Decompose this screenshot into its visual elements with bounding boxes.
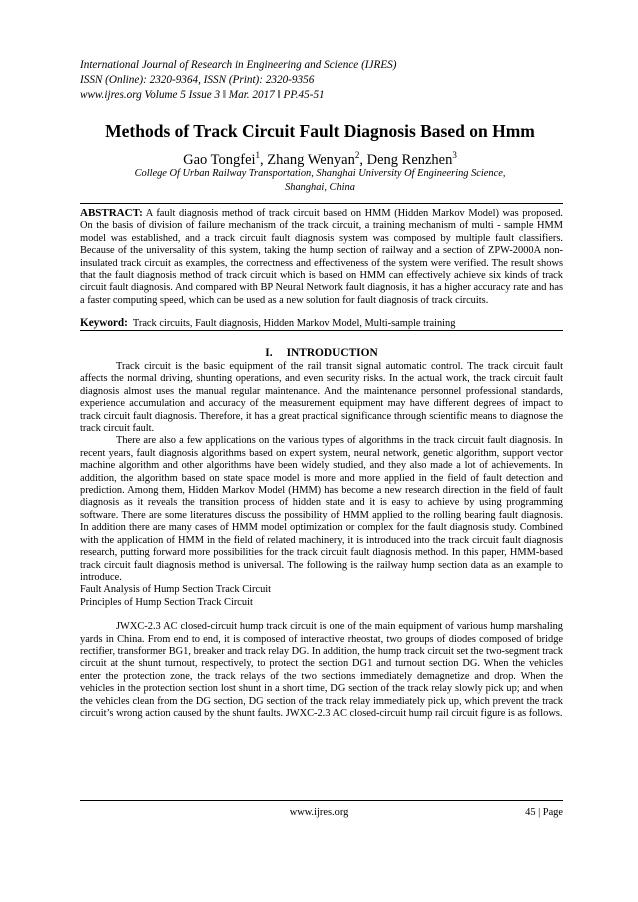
author-separator: , bbox=[359, 151, 367, 168]
author-name: Gao Tongfei bbox=[183, 151, 256, 168]
journal-issn: ISSN (Online): 2320-9364, ISSN (Print): 2320-9356 bbox=[80, 74, 315, 86]
section-number: I. bbox=[265, 347, 273, 359]
author-affiliation-mark: 1 bbox=[255, 150, 261, 160]
affiliation bbox=[90, 167, 550, 195]
author-separator: , bbox=[260, 151, 268, 168]
abstract bbox=[80, 207, 563, 307]
author-name: Deng Renzhen bbox=[366, 151, 453, 168]
journal-volume: www.ijres.org Volume 5 Issue 3 ǁ Mar. 2017 ǁ PP.45-51 bbox=[80, 89, 325, 101]
paper-title: Methods of Track Circuit Fault Diagnosis Based on Hmm bbox=[105, 121, 535, 141]
paragraph: There are also a few applications on the various types of algorithms in the track circuit fault diagnosis. In recent years, fault diagnosis algorithms based on expert system, neural network, genetic algorithm, support vector machine algorithm and other algorithms have been widely studied, and they also made a lot of achievements. In addition, the algorithm based on state space model is more and more applied in the field of fault detection and prediction. Among them, Hidden Markov Model (HMM) has become a new research direction in the field of fault diagnosis as it reveals the transition process of hidden state and it is easy to achieve by using programming software. There are some literatures discuss the possibility of HMM applied to the rolling bearing fault diagnosis. In addition there are many cases of HMM model optimization or complex for the fault diagnosis study. Combined with the application of HMM in the field of related machinery, it is introduced into the track circuit fault diagnosis research, putting forward more possibilities for the track circuit fault diagnosis method. In this paper, HMM-based track circuit fault diagnosis method is universal. The following is the railway hump section data as an example to introduce. bbox=[80, 435, 563, 583]
author-affiliation-mark: 2 bbox=[354, 150, 360, 160]
affiliation-line: Shanghai, China bbox=[285, 182, 355, 193]
footer-rule bbox=[80, 800, 563, 801]
subheading: Principles of Hump Section Track Circuit bbox=[80, 596, 253, 608]
author-list bbox=[70, 146, 570, 169]
paragraph: Track circuit is the basic equipment of the rail transit signal automatic control. The track circuit fault affects the normal driving, shunting operations, and even security risks. In the actual work, the track circuit fault diagnosis almost uses the manual regular maintenance. And the maintenance personnel professional standards, experience accumulation and accuracy of the measurement equipment may have different degrees of impact to track circuit fault diagnosis. Therefore, it has a great practical significance through scientific means to diagnose the track circuit fault. bbox=[80, 361, 563, 435]
author-affiliation-mark: 3 bbox=[452, 150, 457, 160]
abstract-text: A fault diagnosis method of track circuit based on HMM (Hidden Markov Model) was proposed. On the basis of division of failure mechanism of the track circuit, a training mechanism of multi - sample HMM model was established, and a track circuit fault diagnosis system was composed by multiple fault classifiers. Because of the universality of this system, taking the hump section of railway and a section of ZPW-2000A non-insulated track circuit as examples, the correctness and effectiveness of the system were verified. The result shows that the fault diagnosis method of track circuit which is based on HMM can effectively achieve six kinds of track circuit fault diagnosis. And compared with BP Neural Network fault diagnosis, it has a higher accuracy rate and has a faster computing speed, which can be used as a new solution for fault diagnosis of track circuits. bbox=[80, 208, 563, 306]
section-title: INTRODUCTION bbox=[286, 347, 378, 359]
journal-name: International Journal of Research in Engineering and Science (IJRES) bbox=[80, 59, 397, 71]
keywords-label: Keyword: bbox=[80, 317, 128, 329]
section-heading bbox=[80, 346, 563, 360]
body-text bbox=[80, 361, 563, 720]
subheading: Fault Analysis of Hump Section Track Circuit bbox=[80, 584, 272, 596]
affiliation-line: College Of Urban Railway Transportation, Shanghai University Of Engineering Science, bbox=[134, 168, 506, 179]
author-name: Zhang Wenyan bbox=[267, 151, 355, 168]
footer-page-number: 45 | Page bbox=[525, 807, 563, 818]
journal-header bbox=[80, 58, 560, 103]
abstract-label: ABSTRACT: bbox=[80, 207, 143, 219]
abstract-bottom-rule bbox=[80, 330, 563, 331]
abstract-top-rule bbox=[80, 203, 563, 204]
keywords-text: Track circuits, Fault diagnosis, Hidden Markov Model, Multi-sample training bbox=[132, 318, 456, 329]
keywords bbox=[80, 317, 563, 330]
footer-website: www.ijres.org bbox=[289, 807, 349, 818]
paragraph: JWXC-2.3 AC closed-circuit hump track circuit is one of the main equipment of various hump marshaling yards in China. From end to end, it is composed of interactive rheostat, two groups of diodes composed of bridge rectifier, transformer BG1, breaker and track relay DG. In addition, the hump track circuit set the two-segment track circuit at the shunt turnout, respectively, to protect the section DG1 and turnout section DG. When the vehicles enter the protection zone, the track relays of the two sections immediately demagnetize and drop. When the vehicles in the protection section lost shunt in a short time, DG section of the track relay slowly pick up; and when the vehicles clean from the DG section, DG section of the track relay immediately pick up, which prevent the track circuit’s wrong action caused by the shunt faults. JWXC-2.3 AC closed-circuit hump rail circuit figure is as follows. bbox=[80, 621, 563, 719]
